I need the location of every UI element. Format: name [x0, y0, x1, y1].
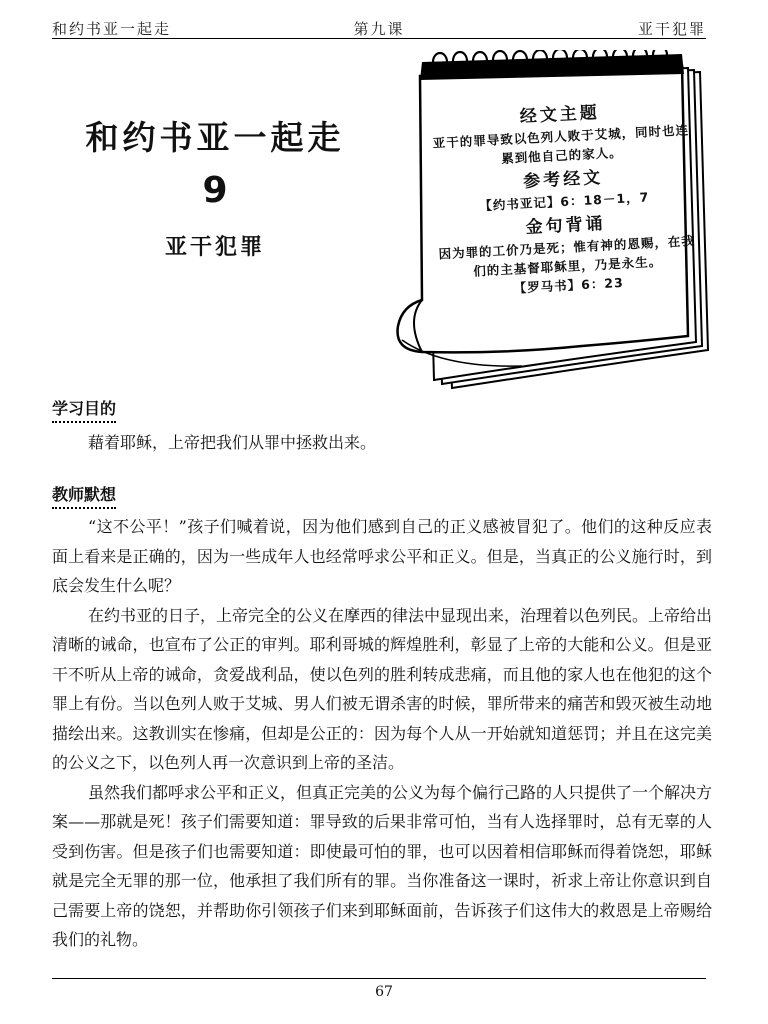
reference-heading: 参考经文	[522, 167, 604, 192]
header-book-title: 和约书亚一起走	[52, 20, 172, 38]
reference-text: 【约书亚记】6：18－1，7	[479, 189, 650, 214]
calendar-text	[428, 93, 700, 301]
lesson-number: 9	[202, 170, 228, 211]
objective-text: 藉着耶稣，上帝把我们从罪中拯救出来。	[88, 433, 377, 452]
page-number: 67	[375, 984, 393, 1000]
lesson-title: 亚干犯罪	[164, 235, 265, 260]
reflection-paragraph: 虽然我们都呼求公平和正义，但真正完美的公义为每个偏行己路的人只提供了一个解决方案——那就是死！孩子们需要知道：罪导致的后果非常可怕，当有人选择罪时，总有无辜的人受到伤害。但是孩子们也需要知道：即使最可怕的罪，也可以因着相信耶稣而得着饶恕，耶稣就是完全无罪的那一位，他承担了我们所有的罪。当你准备这一课时，祈求上帝让你意识到自己需要上帝的饶恕，并帮助你引领孩子们来到耶稣面前，告诉孩子们这伟大的救恩是上帝赐给我们的礼物。	[52, 782, 713, 949]
header-lesson-number: 第九课	[353, 20, 405, 38]
memory-verse-text: 因为罪的工价乃是死；惟有神的恩赐，在我们的主基督耶稣里，乃是永生。	[438, 233, 696, 279]
footer-divider	[52, 978, 706, 979]
reflection-paragraph: “这不公平！”孩子们喊着说，因为他们感到自己的正义感被冒犯了。他们的这种反应表面上看来是正确的，因为一些成年人也经常呼求公平和正义。但是，当真正的公义施行时，到底会发生什么呢？	[52, 517, 712, 595]
header-divider	[52, 38, 706, 39]
header-lesson-title: 亚干犯罪	[637, 20, 706, 38]
series-title: 和约书亚一起走	[85, 118, 345, 157]
theme-text: 亚干的罪导致以色列人败于艾城，同时也连累到他自己的家人。	[432, 122, 690, 167]
reflection-paragraph: 在约书亚的日子，上帝完全的公义在摩西的律法中显现出来，治理着以色列民。上帝给出清晰的诫命，也宣布了公正的审判。耶利哥城的辉煌胜利，彰显了上帝的大能和公义。但是亚干不听从上帝的诫命，贪爱战利品，使以色列的胜利转成悲痛，而且他的家人也在他犯的这个罪上有份。当以色列人败于艾城、男人们被无谓杀害的时候，罪所带来的痛苦和毁灭被生动地描绘出来。这教训实在惨痛，但却是公正的：因为每个人从一开始就知道惩罚；并且在这完美的公义之下，以色列人再一次意识到上帝的圣洁。	[52, 605, 713, 772]
reflection-section	[52, 512, 712, 955]
memory-verse-heading: 金句背诵	[525, 213, 607, 238]
objective-heading: 学习目的	[52, 396, 116, 423]
theme-heading: 经文主题	[519, 102, 601, 128]
objective-section	[52, 428, 712, 458]
running-header	[52, 18, 706, 38]
memory-verse-reference: 【罗马书】6：23	[513, 274, 625, 296]
reflection-heading: 教师默想	[52, 482, 116, 509]
